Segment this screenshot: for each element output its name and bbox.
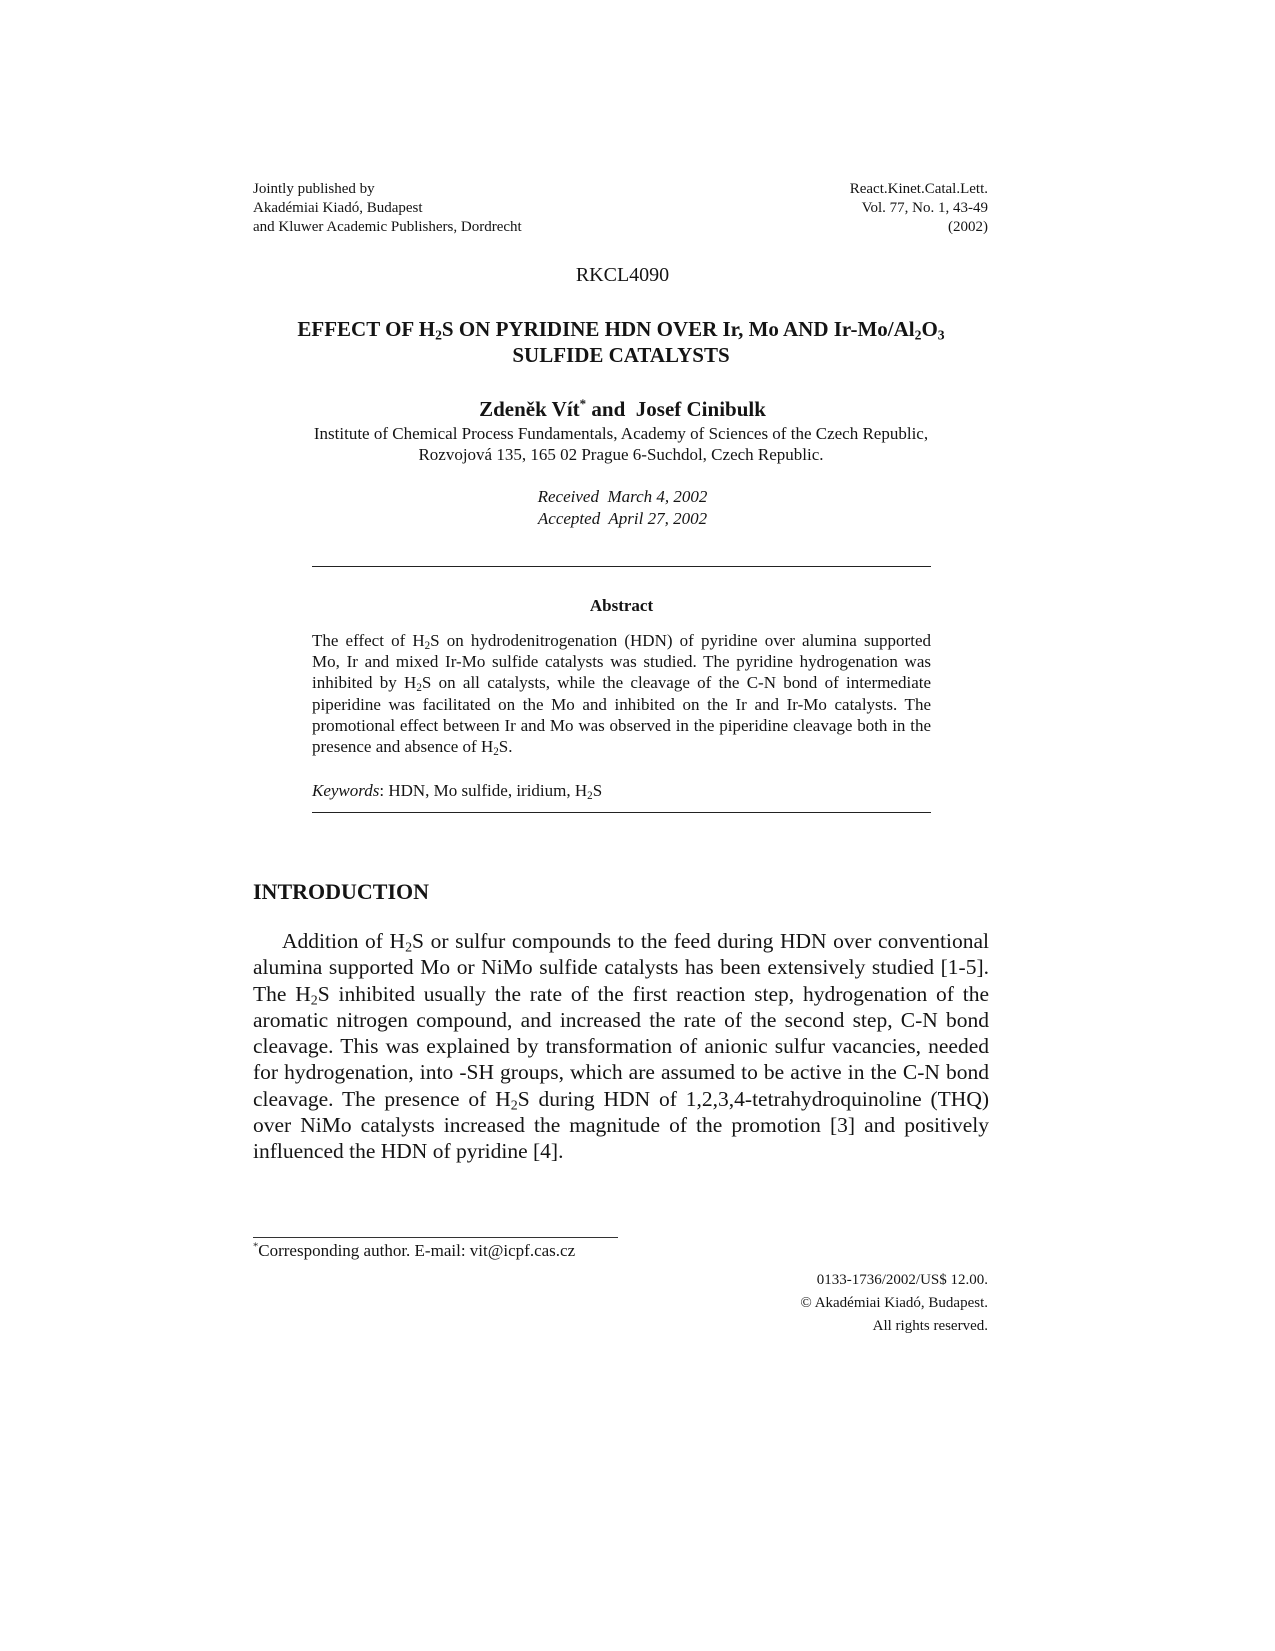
introduction-heading: INTRODUCTION — [253, 879, 430, 904]
copyright-line: © Akadémiai Kiadó, Budapest. — [800, 1295, 988, 1311]
copyright-block — [800, 1269, 988, 1338]
accepted-date: Accepted April 27, 2002 — [537, 509, 708, 528]
journal-line: (2002) — [948, 219, 988, 235]
author-name: Zdeněk Vít — [479, 397, 580, 421]
footnote-text: Corresponding author. E-mail: vit@icpf.cas.cz — [258, 1241, 576, 1260]
abstract-bottom-rule — [312, 812, 931, 813]
article-code: RKCL4090 — [575, 264, 670, 286]
journal-info — [850, 180, 988, 237]
publisher-line: Jointly published by — [253, 181, 375, 197]
authors: Zdeněk Vít* and Josef Cinibulk — [479, 396, 766, 421]
footnote-mark: * — [253, 1241, 259, 1253]
keywords-label: Keywords — [312, 781, 380, 800]
introduction-text: Addition of $H_2S$ or sulfur compounds to the feed during HDN over conventional alumina supported Mo or NiMo sulfide catalysts has been extensively studied [1-5]. The $H_2S$ inhibited usually the rate of the first reaction step, hydrogenation of the aromatic nitrogen compound, and increased the rate of the second step, C-N bond cleavage. This was explained by transformation of anionic sulfur vacancies, needed for hydrogenation, into -SH groups, which are assumed to be active in the C-N bond cleavage. The presence of $H_2S$ during HDN of 1,2,3,4-tetrahydroquinoline (THQ) over NiMo catalysts increased the magnitude of the promotion [3] and positively influenced the HDN of pyridine [4]. — [253, 929, 990, 1164]
abstract-top-rule — [312, 566, 931, 567]
copyright-line: 0133-1736/2002/US$ 12.00. — [816, 1272, 988, 1288]
received-date: Received March 4, 2002 — [537, 487, 708, 506]
journal-line: React.Kinet.Catal.Lett. — [849, 181, 988, 197]
abstract-heading: Abstract — [589, 596, 654, 615]
publisher-line: Akadémiai Kiadó, Budapest — [253, 200, 423, 216]
abstract-text: The effect of $H_2S$ on hydrodenitrogenation (HDN) of pyridine over alumina supported Mo, Ir and mixed Ir-Mo sulfide catalysts was studied. The pyridine hydrogenation was inhibited by $H_2S$ on all catalysts, while the cleavage of the C-N bond of intermediate piperidine was facilitated on the Mo and inhibited on the Ir and Ir-Mo catalysts. The promotional effect between Ir and Mo was observed in the piperidine cleavage both in the presence and absence of $H_2S$. — [312, 631, 932, 758]
publisher-line: and Kluwer Academic Publishers, Dordrecht — [253, 219, 522, 235]
publisher-info — [253, 180, 522, 237]
journal-line: Vol. 77, No. 1, 43-49 — [861, 200, 988, 216]
paper-title: EFFECT OF $H_2S$ ON PYRIDINE HDN OVER Ir, Mo AND $Ir-Mo/Al_2O_3$ SULFIDE CATALYSTS — [253, 316, 989, 368]
corresponding-mark: * — [579, 396, 587, 412]
paper-title-line2: SULFIDE CATALYSTS — [512, 343, 730, 367]
keywords: Keywords: HDN, Mo sulfide, iridium, $H_2S$ — [312, 781, 603, 802]
affiliation: Institute of Chemical Process Fundamentals, Academy of Sciences of the Czech Republic, Rozvojová 135, 165 02 Prague 6-Suchdol, Czech Republic. — [313, 424, 929, 464]
dates — [0, 486, 1245, 530]
footnote — [253, 1241, 575, 1261]
copyright-line: All rights reserved. — [872, 1318, 988, 1334]
footnote-rule — [253, 1237, 618, 1238]
author-name: Josef Cinibulk — [635, 397, 766, 421]
